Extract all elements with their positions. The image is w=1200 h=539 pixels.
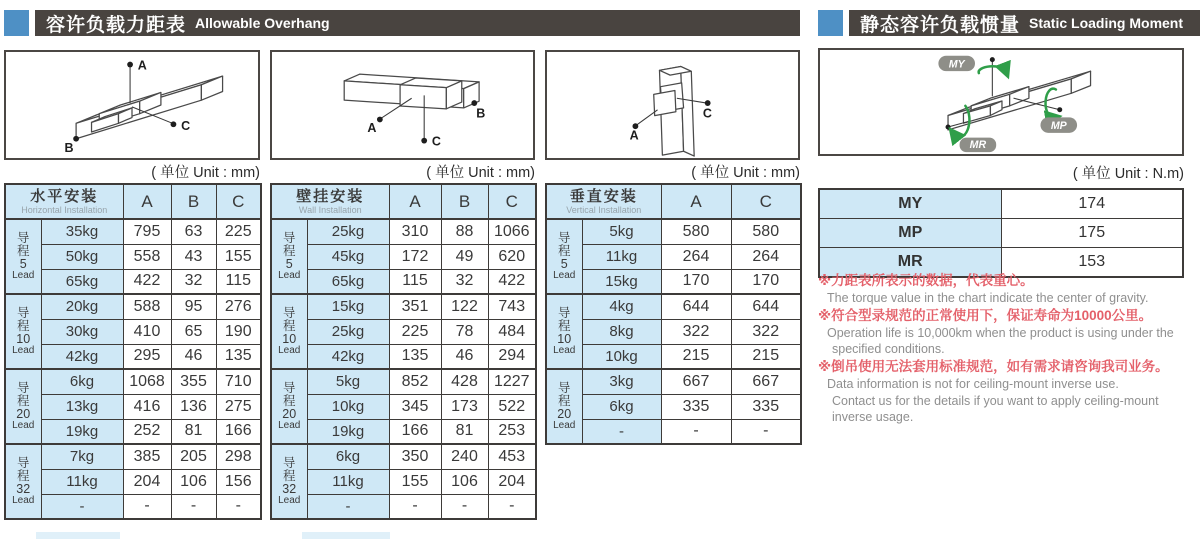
load-cell: 45kg <box>307 244 389 269</box>
value-cell: - <box>216 494 261 519</box>
note-en-line: Contact us for the details if you want to apply ceiling-mount <box>832 393 1159 408</box>
lead-number: 32 <box>282 481 297 496</box>
load-cell: 25kg <box>307 319 389 344</box>
moment-label-cell: MP <box>819 219 1001 248</box>
value-cell: 580 <box>731 219 801 244</box>
table-row <box>546 394 801 419</box>
value-cell: - <box>731 419 801 444</box>
load-cell: 5kg <box>582 219 661 244</box>
value-cell: 88 <box>441 219 488 244</box>
column-header: A <box>389 184 441 219</box>
note-en-line: inverse usage. <box>832 410 914 425</box>
value-cell: 350 <box>389 444 441 469</box>
value-cell: 852 <box>389 369 441 394</box>
moment-label-cell: MY <box>819 189 1001 219</box>
value-cell: 335 <box>731 394 801 419</box>
table-row <box>271 469 536 494</box>
lead-en: Lead <box>12 269 35 281</box>
lead-number: 20 <box>282 406 297 421</box>
table-row <box>5 344 261 369</box>
header-bar <box>35 10 800 36</box>
lead-cell <box>546 369 582 444</box>
load-cell: 11kg <box>582 244 661 269</box>
lead-char: 程 <box>282 394 296 409</box>
value-cell: 276 <box>216 294 261 319</box>
lead-number: 5 <box>19 256 27 271</box>
table-header-row <box>546 184 801 219</box>
moment-label-mp: MP <box>1050 119 1067 132</box>
table-row <box>271 344 536 369</box>
lead-char: 导 <box>557 306 571 321</box>
table-row <box>271 369 536 394</box>
lead-cell <box>271 294 307 369</box>
value-cell: - <box>488 494 536 519</box>
value-cell: 428 <box>441 369 488 394</box>
header-accent-square <box>818 10 843 36</box>
lead-char: 导 <box>282 456 296 471</box>
table-header-row <box>271 184 536 219</box>
header-title-en: Static Loading Moment <box>1029 15 1184 31</box>
dim-label-c: C <box>702 106 712 121</box>
value-cell: 215 <box>731 344 801 369</box>
wall-actuator-drawing <box>272 52 533 158</box>
table-row <box>546 369 801 394</box>
lead-char: 导 <box>557 231 571 246</box>
value-cell: 240 <box>441 444 488 469</box>
value-cell: 322 <box>661 319 731 344</box>
table-row <box>546 419 801 444</box>
value-cell: 294 <box>488 344 536 369</box>
table-row <box>271 244 536 269</box>
value-cell: 155 <box>216 244 261 269</box>
load-cell: 42kg <box>41 344 123 369</box>
unit-label-mm: ( 单位 Unit : mm) <box>426 165 535 181</box>
lead-en: Lead <box>553 344 576 356</box>
dim-label-b: B <box>476 106 486 121</box>
table-title-zh: 垂直安装 <box>569 187 638 205</box>
value-cell: 644 <box>661 294 731 319</box>
value-cell: 422 <box>123 269 171 294</box>
value-cell: 170 <box>661 269 731 294</box>
value-cell: 1227 <box>488 369 536 394</box>
column-header: B <box>171 184 216 219</box>
lead-char: 程 <box>16 394 30 409</box>
load-cell: 65kg <box>41 269 123 294</box>
value-cell: 275 <box>216 394 261 419</box>
moment-label-my: MY <box>948 58 965 71</box>
value-cell: 166 <box>216 419 261 444</box>
value-cell: 136 <box>171 394 216 419</box>
lead-char: 程 <box>16 469 30 484</box>
table-title-en: Wall Installation <box>298 205 362 216</box>
value-cell: 310 <box>389 219 441 244</box>
table-row <box>5 419 261 444</box>
value-cell: 135 <box>216 344 261 369</box>
value-cell: 667 <box>731 369 801 394</box>
table-row <box>5 294 261 319</box>
table-title-zh: 壁挂安装 <box>296 187 365 205</box>
load-cell: 6kg <box>582 394 661 419</box>
value-cell: 410 <box>123 319 171 344</box>
value-cell: 298 <box>216 444 261 469</box>
table-row <box>546 319 801 344</box>
lead-number: 20 <box>16 406 31 421</box>
value-cell: 253 <box>488 419 536 444</box>
value-cell: 345 <box>389 394 441 419</box>
value-cell: 204 <box>488 469 536 494</box>
lead-char: 程 <box>557 319 571 334</box>
lead-char: 导 <box>16 231 30 246</box>
load-cell: 6kg <box>307 444 389 469</box>
note-zh: ※倒吊使用无法套用标准规范，如有需求请咨询我司业务。 <box>818 358 1169 374</box>
horizontal-installation-table <box>4 183 260 520</box>
value-cell: 335 <box>661 394 731 419</box>
table-row <box>546 269 801 294</box>
lead-cell <box>271 369 307 444</box>
column-header: C <box>731 184 801 219</box>
lead-en: Lead <box>278 344 301 356</box>
diagram-static-loading-moment <box>818 48 1184 156</box>
moment-value-cell: 153 <box>1001 248 1183 278</box>
table-row <box>5 369 261 394</box>
lead-en: Lead <box>553 419 576 431</box>
dim-label-a: A <box>137 58 147 73</box>
wall-installation-table <box>270 183 535 520</box>
table-title-cell <box>271 184 389 219</box>
horizontal-actuator-drawing <box>6 52 258 158</box>
column-header: A <box>661 184 731 219</box>
value-cell: 155 <box>389 469 441 494</box>
lead-number: 10 <box>16 331 31 346</box>
value-cell: 322 <box>731 319 801 344</box>
value-cell: 225 <box>216 219 261 244</box>
table-row <box>271 219 536 244</box>
lead-en: Lead <box>12 344 35 356</box>
moment-table <box>818 188 1184 278</box>
value-cell: 106 <box>441 469 488 494</box>
note-en-line: specified conditions. <box>832 342 945 357</box>
value-cell: 32 <box>441 269 488 294</box>
table-row <box>5 269 261 294</box>
lead-char: 程 <box>16 319 30 334</box>
value-cell: 580 <box>661 219 731 244</box>
load-cell: - <box>307 494 389 519</box>
header-title-en: Allowable Overhang <box>195 15 330 31</box>
cropped-row-artifact <box>36 532 120 539</box>
table-row <box>5 219 261 244</box>
moment-value-table <box>818 188 1184 278</box>
note-en-line: The torque value in the chart indicate the center of gravity. <box>827 291 1149 306</box>
load-cell: 42kg <box>307 344 389 369</box>
unit-label-nm: ( 单位 Unit : N.m) <box>1072 166 1184 182</box>
table-title-en: Vertical Installation <box>566 205 642 216</box>
value-cell: 166 <box>389 419 441 444</box>
value-cell: - <box>441 494 488 519</box>
table-row <box>546 344 801 369</box>
lead-char: 导 <box>16 306 30 321</box>
table-row <box>271 494 536 519</box>
value-cell: 264 <box>661 244 731 269</box>
lead-en: Lead <box>553 269 576 281</box>
load-cell: 20kg <box>41 294 123 319</box>
table-row <box>271 269 536 294</box>
table-row <box>271 394 536 419</box>
dim-label-c: C <box>431 134 441 149</box>
value-cell: 115 <box>389 269 441 294</box>
lead-cell <box>546 294 582 369</box>
load-cell: 5kg <box>307 369 389 394</box>
value-cell: 122 <box>441 294 488 319</box>
table-title-en: Horizontal Installation <box>21 205 108 216</box>
header-title-zh: 静态容许负载惯量 <box>860 14 1021 36</box>
value-cell: 46 <box>171 344 216 369</box>
lead-number: 20 <box>557 406 572 421</box>
table-row <box>819 219 1183 248</box>
value-cell: 795 <box>123 219 171 244</box>
lead-cell <box>5 444 41 519</box>
diagram-wall-installation <box>270 50 535 160</box>
load-cell: 19kg <box>307 419 389 444</box>
load-cell: 6kg <box>41 369 123 394</box>
value-cell: 416 <box>123 394 171 419</box>
lead-char: 导 <box>282 381 296 396</box>
load-cell: 7kg <box>41 444 123 469</box>
lead-en: Lead <box>278 419 301 431</box>
lead-char: 导 <box>282 231 296 246</box>
load-cell: 15kg <box>307 294 389 319</box>
header-title-zh: 容许负载力距表 <box>46 14 187 36</box>
lead-char: 程 <box>557 394 571 409</box>
cropped-row-artifact <box>302 532 390 539</box>
value-cell: 106 <box>171 469 216 494</box>
value-cell: 355 <box>171 369 216 394</box>
lead-char: 导 <box>16 456 30 471</box>
moment-value-cell: 175 <box>1001 219 1183 248</box>
lead-char: 程 <box>557 244 571 259</box>
lead-number: 10 <box>557 331 572 346</box>
value-cell: 63 <box>171 219 216 244</box>
value-cell: 46 <box>441 344 488 369</box>
load-cell: 10kg <box>307 394 389 419</box>
footnotes <box>818 272 1198 426</box>
table-title-cell <box>5 184 123 219</box>
load-cell: 25kg <box>307 219 389 244</box>
lead-cell <box>5 219 41 294</box>
value-cell: - <box>171 494 216 519</box>
table-row <box>5 244 261 269</box>
static-loading-moment-header <box>818 10 1200 36</box>
lead-cell <box>5 294 41 369</box>
value-cell: 588 <box>123 294 171 319</box>
header-accent-square <box>4 10 29 36</box>
lead-cell <box>546 219 582 294</box>
moment-actuator-drawing <box>820 50 1182 154</box>
value-cell: 49 <box>441 244 488 269</box>
value-cell: 453 <box>488 444 536 469</box>
table-row <box>5 319 261 344</box>
note-zh: ※力距表所表示的数据，代表重心。 <box>818 273 1034 288</box>
moment-label-mr: MR <box>969 139 987 152</box>
value-cell: 667 <box>661 369 731 394</box>
load-cell: 11kg <box>307 469 389 494</box>
overhang-table <box>270 183 537 520</box>
value-cell: 65 <box>171 319 216 344</box>
value-cell: 115 <box>216 269 261 294</box>
lead-char: 导 <box>557 381 571 396</box>
value-cell: 522 <box>488 394 536 419</box>
value-cell: 32 <box>171 269 216 294</box>
table-row <box>819 189 1183 219</box>
value-cell: 204 <box>123 469 171 494</box>
lead-char: 程 <box>282 244 296 259</box>
lead-number: 10 <box>282 331 297 346</box>
load-cell: 11kg <box>41 469 123 494</box>
overhang-table <box>4 183 262 520</box>
table-title-cell <box>546 184 661 219</box>
vertical-installation-table <box>545 183 800 445</box>
value-cell: 173 <box>441 394 488 419</box>
table-row <box>271 319 536 344</box>
lead-cell <box>5 369 41 444</box>
lead-char: 导 <box>282 306 296 321</box>
value-cell: 743 <box>488 294 536 319</box>
table-row <box>271 444 536 469</box>
diagram-horizontal-installation <box>4 50 260 160</box>
value-cell: 620 <box>488 244 536 269</box>
value-cell: 558 <box>123 244 171 269</box>
table-row <box>5 469 261 494</box>
load-cell: 13kg <box>41 394 123 419</box>
value-cell: 385 <box>123 444 171 469</box>
value-cell: 295 <box>123 344 171 369</box>
value-cell: 78 <box>441 319 488 344</box>
lead-en: Lead <box>278 494 301 506</box>
load-cell: 8kg <box>582 319 661 344</box>
note-zh: ※符合型录规范的正常使用下，保证寿命为10000公里。 <box>818 307 1153 323</box>
load-cell: 19kg <box>41 419 123 444</box>
lead-char: 程 <box>282 469 296 484</box>
load-cell: 65kg <box>307 269 389 294</box>
lead-en: Lead <box>278 269 301 281</box>
value-cell: 170 <box>731 269 801 294</box>
dim-label-a: A <box>629 128 639 143</box>
value-cell: 252 <box>123 419 171 444</box>
overhang-table <box>545 183 802 445</box>
dim-label-b: B <box>64 141 74 156</box>
value-cell: 81 <box>441 419 488 444</box>
lead-cell <box>271 219 307 294</box>
lead-en: Lead <box>12 419 35 431</box>
column-header: C <box>488 184 536 219</box>
value-cell: 710 <box>216 369 261 394</box>
table-row <box>546 244 801 269</box>
load-cell: 4kg <box>582 294 661 319</box>
value-cell: 644 <box>731 294 801 319</box>
value-cell: - <box>661 419 731 444</box>
load-cell: 35kg <box>41 219 123 244</box>
column-header: B <box>441 184 488 219</box>
unit-label-mm: ( 单位 Unit : mm) <box>691 165 800 181</box>
lead-char: 程 <box>282 319 296 334</box>
load-cell: 30kg <box>41 319 123 344</box>
lead-en: Lead <box>12 494 35 506</box>
value-cell: 1066 <box>488 219 536 244</box>
column-header: C <box>216 184 261 219</box>
moment-value-cell: 174 <box>1001 189 1183 219</box>
column-header: A <box>123 184 171 219</box>
value-cell: 190 <box>216 319 261 344</box>
value-cell: 422 <box>488 269 536 294</box>
value-cell: - <box>389 494 441 519</box>
value-cell: 264 <box>731 244 801 269</box>
diagram-vertical-installation <box>545 50 800 160</box>
value-cell: 484 <box>488 319 536 344</box>
header-bar <box>849 10 1200 36</box>
value-cell: 81 <box>171 419 216 444</box>
table-row <box>546 294 801 319</box>
moment-label-cell: MR <box>819 248 1001 278</box>
load-cell: 15kg <box>582 269 661 294</box>
table-row <box>5 444 261 469</box>
load-cell: 50kg <box>41 244 123 269</box>
value-cell: 172 <box>389 244 441 269</box>
value-cell: 215 <box>661 344 731 369</box>
value-cell: 95 <box>171 294 216 319</box>
value-cell: 205 <box>171 444 216 469</box>
load-cell: 3kg <box>582 369 661 394</box>
value-cell: - <box>123 494 171 519</box>
lead-number: 5 <box>285 256 293 271</box>
allowable-overhang-header <box>4 10 800 36</box>
lead-char: 程 <box>16 244 30 259</box>
table-header-row <box>5 184 261 219</box>
vertical-actuator-drawing <box>547 52 798 158</box>
load-cell: - <box>582 419 661 444</box>
dim-label-c: C <box>181 119 191 134</box>
note-en-line: Data information is not for ceiling-mount inverse use. <box>827 377 1119 392</box>
value-cell: 1068 <box>123 369 171 394</box>
table-row <box>5 394 261 419</box>
lead-cell <box>271 444 307 519</box>
value-cell: 351 <box>389 294 441 319</box>
table-row <box>5 494 261 519</box>
table-row <box>271 294 536 319</box>
table-row <box>546 219 801 244</box>
dim-label-a: A <box>367 120 377 135</box>
table-title-zh: 水平安装 <box>30 187 99 205</box>
value-cell: 43 <box>171 244 216 269</box>
value-cell: 156 <box>216 469 261 494</box>
lead-number: 32 <box>16 481 31 496</box>
value-cell: 225 <box>389 319 441 344</box>
load-cell: 10kg <box>582 344 661 369</box>
unit-label-mm: ( 单位 Unit : mm) <box>151 165 260 181</box>
note-en-line: Operation life is 10,000km when the product is using under the <box>827 325 1174 340</box>
value-cell: 135 <box>389 344 441 369</box>
table-row <box>271 419 536 444</box>
load-cell: - <box>41 494 123 519</box>
lead-char: 导 <box>16 381 30 396</box>
lead-number: 5 <box>560 256 568 271</box>
